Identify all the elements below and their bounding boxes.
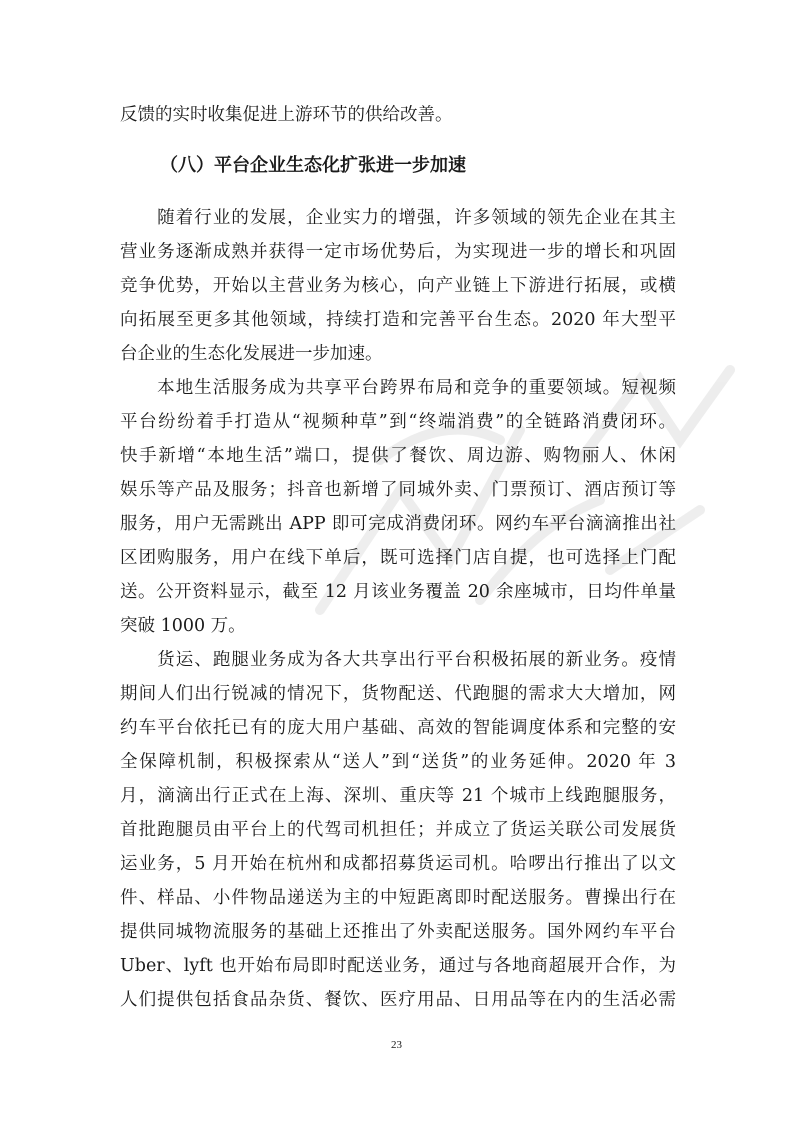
paragraph-2-line: 区团购服务，用户在线下单后，既可选择门店自提，也可选择上门配 — [120, 548, 676, 568]
paragraph-1-line: 营业务逐渐成熟并获得一定市场优势后，为实现进一步的增长和巩固 — [120, 242, 676, 262]
paragraph-3-line: 月，滴滴出行正式在上海、深圳、重庆等 21 个城市上线跑腿服务， — [120, 786, 676, 806]
paragraph-3-line: 运业务，5 月开始在杭州和成都招募货运司机。哈啰出行推出了以文 — [120, 854, 676, 874]
paragraph-1-line: 竞争优势，开始以主营业务为核心，向产业链上下游进行拓展，或横 — [120, 276, 676, 296]
paragraph-2-line: 送。公开资料显示，截至 12 月该业务覆盖 20 余座城市，日均件单量 — [120, 582, 676, 602]
paragraph-3-line: 人们提供包括食品杂货、餐饮、医疗用品、日用品等在内的生活必需 — [120, 990, 676, 1010]
paragraph-3-line: Uber、lyft 也开始布局即时配送业务，通过与各地商超展开合作，为 — [120, 956, 676, 976]
paragraph-2-line: 娱乐等产品及服务；抖音也新增了同城外卖、门票预订、酒店预订等 — [120, 480, 676, 500]
section-heading: （八）平台企业生态化扩张进一步加速 — [160, 155, 466, 176]
paragraph-1-line: 随着行业的发展，企业实力的增强，许多领域的领先企业在其主 — [120, 208, 676, 228]
page-number: 23 — [391, 1039, 402, 1051]
paragraph-2-line: 服务，用户无需跳出 APP 即可完成消费闭环。网约车平台滴滴推出社 — [120, 514, 676, 534]
paragraph-1-line: 向拓展至更多其他领域，持续打造和完善平台生态。2020 年大型平 — [120, 310, 676, 330]
paragraph-2-line: 突破 1000 万。 — [120, 616, 246, 636]
paragraph-3-line: 货运、跑腿业务成为各大共享出行平台积极拓展的新业务。疫情 — [120, 650, 676, 670]
paragraph-2-line: 快手新增“本地生活”端口，提供了餐饮、周边游、购物丽人、休闲 — [120, 446, 676, 466]
paragraph-3-line: 全保障机制，积极探索从“送人”到“送货”的业务延伸。2020 年 3 — [120, 752, 676, 772]
paragraph-3-line: 期间人们出行锐减的情况下，货物配送、代跑腿的需求大大增加，网 — [120, 684, 676, 704]
paragraph-3-line: 约车平台依托已有的庞大用户基础、高效的智能调度体系和完整的安 — [120, 718, 676, 738]
paragraph-1-line: 台企业的生态化发展进一步加速。 — [120, 344, 383, 364]
paragraph-2-line: 平台纷纷着手打造从“视频种草”到“终端消费”的全链路消费闭环。 — [120, 412, 676, 432]
paragraph-3-line: 提供同城物流服务的基础上还推出了外卖配送服务。国外网约车平台 — [120, 922, 676, 942]
paragraph-2-line: 本地生活服务成为共享平台跨界布局和竞争的重要领域。短视频 — [120, 378, 676, 398]
text-line: 反馈的实时收集促进上游环节的供给改善。 — [120, 105, 453, 125]
paragraph-3-line: 首批跑腿员由平台上的代驾司机担任；并成立了货运关联公司发展货 — [120, 820, 676, 840]
paragraph-3-line: 件、样品、小件物品递送为主的中短距离即时配送服务。曹操出行在 — [120, 888, 676, 908]
